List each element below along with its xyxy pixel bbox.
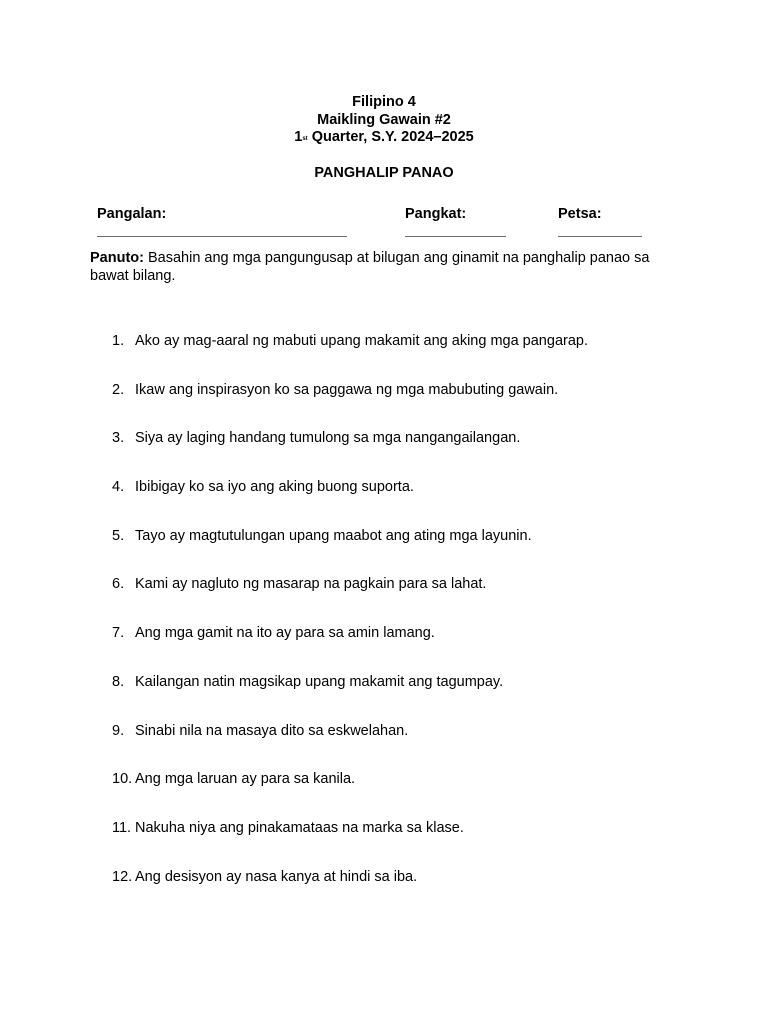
activity-line: Maikling Gawain #2 xyxy=(317,111,451,128)
name-field xyxy=(97,206,347,237)
item-text: Ikaw ang inspirasyon ko sa paggawa ng mga mabubuting gawain. xyxy=(135,381,559,398)
list-item xyxy=(112,819,712,868)
item-text: Ang mga laruan ay para sa kanila. xyxy=(135,771,356,788)
item-number: 8. xyxy=(112,673,125,690)
list-item xyxy=(112,624,712,673)
list-item xyxy=(112,575,712,624)
date-field xyxy=(558,206,642,237)
section-blank[interactable] xyxy=(405,236,506,237)
item-number: 11. xyxy=(112,819,132,836)
instructions-label: Panuto: xyxy=(90,250,144,266)
list-item xyxy=(112,770,712,819)
item-number: 2. xyxy=(112,381,125,398)
item-number: 1. xyxy=(112,333,125,349)
list-item xyxy=(112,429,712,478)
item-text: Kailangan natin magsikap upang makamit ang tagumpay. xyxy=(135,673,504,690)
item-text: Ako ay mag-aaral ng mabuti upang makamit ang aking mga pangarap. xyxy=(135,333,588,349)
date-blank[interactable] xyxy=(558,236,642,237)
item-number: 6. xyxy=(112,576,125,593)
item-number: 5. xyxy=(112,527,125,544)
quarter-ordinal: st xyxy=(302,136,308,142)
item-number: 4. xyxy=(112,479,125,496)
list-item xyxy=(112,478,712,527)
section-label: Pangkat: xyxy=(405,206,467,222)
list-item xyxy=(112,673,712,722)
item-text: Nakuha niya ang pinakamataas na marka sa klase. xyxy=(135,819,464,836)
worksheet-title: PANGHALIP PANAO xyxy=(314,165,454,181)
item-text: Ang mga gamit na ito ay para sa amin lamang. xyxy=(135,625,435,642)
item-number: 12. xyxy=(112,868,133,885)
item-text: Kami ay nagluto ng masarap na pagkain para sa lahat. xyxy=(135,576,487,593)
subject-line: Filipino 4 xyxy=(352,94,416,110)
quarter-number: 1 xyxy=(294,129,303,145)
instructions xyxy=(90,249,690,285)
document-header xyxy=(0,94,768,147)
list-item xyxy=(112,722,712,771)
item-text: Sinabi nila na masaya dito sa eskwelahan. xyxy=(135,722,409,739)
list-item xyxy=(112,527,712,576)
item-number: 9. xyxy=(112,722,125,739)
item-text: Ibibigay ko sa iyo ang aking buong suporta. xyxy=(135,479,414,496)
name-blank[interactable] xyxy=(97,236,347,237)
item-text: Tayo ay magtutulungan upang maabot ang ating mga layunin. xyxy=(135,527,532,544)
date-label: Petsa: xyxy=(558,206,602,222)
quarter-line xyxy=(0,129,768,147)
item-number: 10. xyxy=(112,771,133,788)
list-item xyxy=(112,381,712,430)
item-text: Ang desisyon ay nasa kanya at hindi sa iba. xyxy=(135,868,418,885)
name-label: Pangalan: xyxy=(97,206,167,222)
sentence-list xyxy=(112,332,712,916)
instructions-text: Basahin ang mga pangungusap at bilugan ang ginamit na panghalip panao sa bawat bilang. xyxy=(90,250,650,284)
item-number: 7. xyxy=(112,625,125,642)
item-text: Siya ay laging handang tumulong sa mga nangangailangan. xyxy=(135,430,521,447)
list-item xyxy=(112,868,712,917)
list-item xyxy=(112,332,712,381)
section-field xyxy=(405,206,506,237)
item-number: 3. xyxy=(112,430,125,447)
quarter-text: Quarter, S.Y. 2024–2025 xyxy=(307,129,474,145)
